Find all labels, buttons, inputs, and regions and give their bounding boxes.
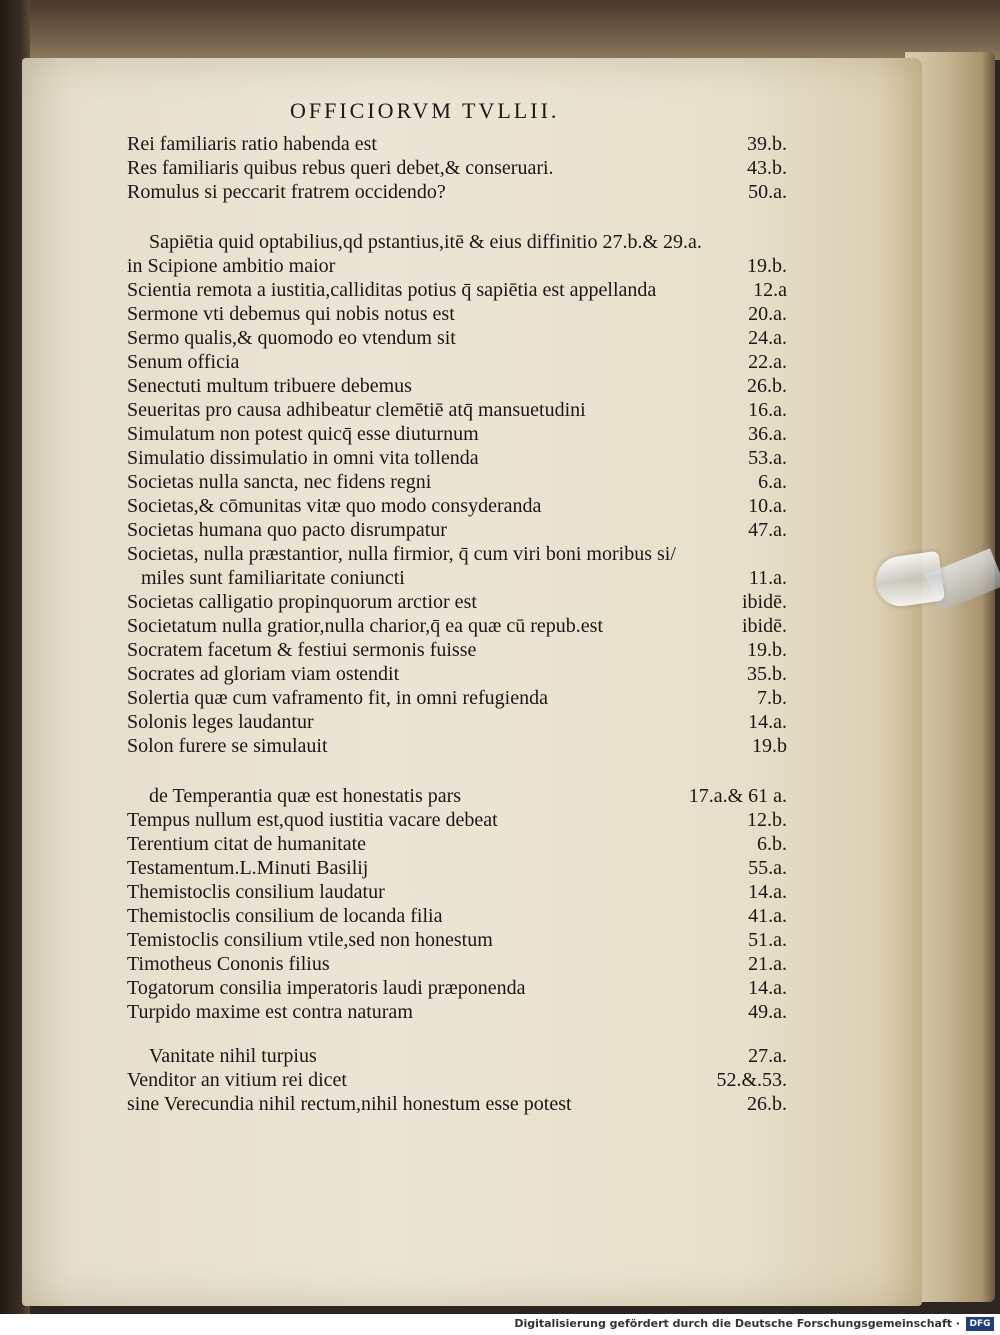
index-entry: Senectuti multum tribuere debemus 26.b.: [127, 375, 787, 397]
index-entry: Societas,& cōmunitas vitæ quo modo consyderanda 10.a.: [127, 495, 787, 517]
index-entry: Socrates ad gloriam viam ostendit 35.b.: [127, 663, 787, 685]
index-entry: Societas humana quo pacto disrumpatur 47.a.: [127, 519, 787, 541]
index-entry: Societatum nulla gratior,nulla charior,q̄ ea quæ cū repub.est ibidē.: [127, 615, 787, 637]
index-entry: Temistoclis consilium vtile,sed non honestum 51.a.: [127, 929, 787, 951]
index-entry: Simulatum non potest quicq̄ esse diuturnum 36.a.: [127, 423, 787, 445]
running-header: OFFICIORVM TVLLII.: [290, 98, 560, 123]
index-entry: Romulus si peccarit fratrem occidendo? 50.a.: [127, 181, 787, 203]
index-entry: Themistoclis consilium laudatur 14.a.: [127, 881, 787, 903]
index-entry: Turpido maxime est contra naturam 49.a.: [127, 1001, 787, 1023]
index-entry: Sermone vti debemus qui nobis notus est 20.a.: [127, 303, 787, 325]
index-entry: Rei familiaris ratio habenda est 39.b.: [127, 133, 787, 155]
index-entry: Timotheus Cononis filius 21.a.: [127, 953, 787, 975]
index-entry: Solertia quæ cum vaframento fit, in omni refugienda 7.b.: [127, 687, 787, 709]
index-entry: de Temperantia quæ est honestatis pars 17.a.& 61 a.: [149, 785, 787, 807]
index-entry: Societas, nulla præstantior, nulla firmior, q̄ cum viri boni moribus si/: [127, 543, 676, 565]
index-entry: Solonis leges laudantur 14.a.: [127, 711, 787, 733]
index-entry: Togatorum consilia imperatoris laudi præponenda 14.a.: [127, 977, 787, 999]
index-entry: Societas calligatio propinquorum arctior est ibidē.: [127, 591, 787, 613]
binding-top: [0, 0, 1000, 60]
index-entry: Societas nulla sancta, nec fidens regni 6.a.: [127, 471, 787, 493]
index-entry: Res familiaris quibus rebus queri debet,& conseruari. 43.b.: [127, 157, 787, 179]
index-entry: sine Verecundia nihil rectum,nihil honestum esse potest 26.b.: [127, 1093, 787, 1115]
index-entry: Tempus nullum est,quod iustitia vacare debeat 12.b.: [127, 809, 787, 831]
index-entry: Solon furere se simulauit 19.b: [127, 735, 787, 757]
index-entry: in Scipione ambitio maior 19.b.: [127, 255, 787, 277]
index-entry: Sermo qualis,& quomodo eo vtendum sit 24.a.: [127, 327, 787, 349]
dfg-logo: DFG: [966, 1317, 994, 1331]
index-entry: Sapiētia quid optabilius,qd pstantius,itē & eius diffinitio 27.b.& 29.a.: [149, 231, 702, 253]
index-entry: Vanitate nihil turpius 27.a.: [149, 1045, 787, 1067]
index-entry: Testamentum.L.Minuti Basilij 55.a.: [127, 857, 787, 879]
index-entry: Senum officia 22.a.: [127, 351, 787, 373]
index-entry: Themistoclis consilium de locanda filia 41.a.: [127, 905, 787, 927]
index-entry: Terentium citat de humanitate 6.b.: [127, 833, 787, 855]
footer-bar: [0, 1314, 1000, 1335]
index-entry-continuation: miles sunt familiaritate coniuncti 11.a.: [141, 567, 787, 589]
index-entry: Scientia remota a iustitia,calliditas potius q̄ sapiētia est appellanda 12.a: [127, 279, 787, 301]
index-entry: Socratem facetum & festiui sermonis fuisse 19.b.: [127, 639, 787, 661]
index-entry: Simulatio dissimulatio in omni vita tollenda 53.a.: [127, 447, 787, 469]
funding-credit: Digitalisierung gefördert durch die Deutsche Forschungsgemeinschaft ·: [514, 1317, 960, 1330]
index-entry: Seueritas pro causa adhibeatur clemētiē atq̄ mansuetudini 16.a.: [127, 399, 787, 421]
index-entry: Venditor an vitium rei dicet 52.&.53.: [127, 1069, 787, 1091]
